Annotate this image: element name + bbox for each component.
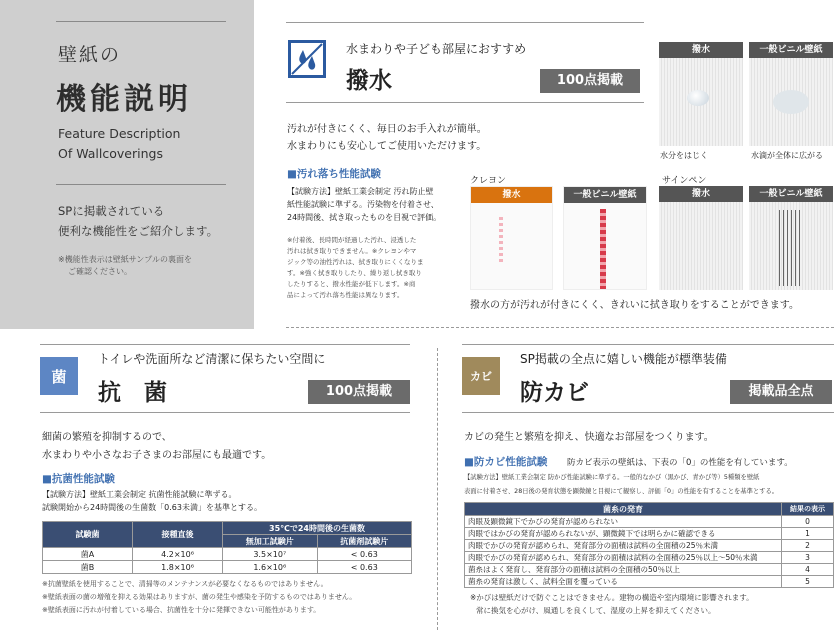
table-cell: 肉眼でかびの発育が認められ、発育部分の面積は試料の全面積の25％以上～50％未満 <box>465 552 782 564</box>
water-conclusion: 撥水の方が汚れが付きにくく、きれいに拭き取りをすることができます。 <box>470 300 799 311</box>
antibac-note: ※抗菌壁紙を使用することで、清掃等のメンテナンスが必要なくなるものではありません。 <box>42 580 328 588</box>
col-header: 無加工試験片 <box>223 535 318 548</box>
table-cell: 4 <box>782 564 834 576</box>
table-cell: 肉眼でかびの発育が認められ、発育部分の面積は試料の全面積の25％未満 <box>465 540 782 552</box>
photo-tag: 一般ビニル壁紙 <box>749 42 833 58</box>
mold-method-line1: 【試験方法】壁紙工業会制定 防かび性能試験に準ずる。一般的なかび（黒かび、青かび等）5種類を壁紙 <box>464 474 760 481</box>
divider <box>40 412 410 413</box>
photo-tag: 撥水 <box>471 187 552 203</box>
note-line: したりすると、撥水性能が低下します。※商 <box>287 280 416 288</box>
table-cell: 3.5×10⁷ <box>223 548 318 561</box>
crayon-water-photo <box>470 186 553 290</box>
stain-test-notes <box>287 235 457 301</box>
antibac-method-line1: 【試験方法】壁紙工業会制定 抗菌性能試験に準ずる。 <box>42 490 237 499</box>
antibac-body-line1: 細菌の繁殖を抑制するので、 <box>42 432 172 443</box>
divider <box>56 21 226 22</box>
note-line: 品によって汚れ落ち性能は異なります。 <box>287 291 404 299</box>
table-row <box>465 564 834 576</box>
stain-test-method <box>287 185 457 224</box>
mold-body: カビの発生と繁殖を抑え、快適なお部屋をつくります。 <box>464 432 714 443</box>
table-cell: 2 <box>782 540 834 552</box>
mold-note-line2: 常に換気を心がけ、風通しを良くして、湿度の上昇を抑えてください。 <box>476 606 716 615</box>
divider <box>462 344 834 345</box>
pen-marks <box>779 210 803 286</box>
col-header: 菌糸の発育 <box>465 503 782 516</box>
divider <box>286 22 644 23</box>
col-header: 接種直後 <box>133 522 223 548</box>
intro-panel <box>0 0 254 329</box>
antibac-note: ※壁紙表面に汚れが付着している場合、抗菌性を十分に発揮できない可能性があります。 <box>42 606 321 614</box>
column-separator <box>437 348 438 630</box>
water-body-line2: 水まわりにも安心してご使用いただけます。 <box>287 141 487 152</box>
water-count-badge: 100点掲載 <box>540 69 640 93</box>
section-separator <box>286 327 834 328</box>
table-cell: < 0.63 <box>317 561 412 574</box>
antibac-method-line2: 試験開始から24時間後の生菌数「0.63未満」を基準とする。 <box>42 503 262 512</box>
mold-icon <box>462 357 500 395</box>
photo-tag: 一般ビニル壁紙 <box>564 187 646 203</box>
col-header: 35℃で24時間後の生菌数 <box>223 522 412 535</box>
table-cell: 菌A <box>43 548 133 561</box>
col-header: 試験菌 <box>43 522 133 548</box>
antibac-table <box>42 521 412 574</box>
table-cell: 肉眼及顕微鏡下でかびの発育が認められない <box>465 516 782 528</box>
water-repellent-photo <box>659 42 743 146</box>
table-row <box>465 552 834 564</box>
col-header: 結果の表示 <box>782 503 834 516</box>
table-row <box>465 576 834 588</box>
table-cell: 1.6×10⁶ <box>223 561 318 574</box>
table-cell: 3 <box>782 552 834 564</box>
antibac-subtitle: トイレや洗面所など清潔に保ちたい空間に <box>98 352 326 366</box>
antibac-body-line2: 水まわりや小さなお子さまのお部屋にも最適です。 <box>42 450 272 461</box>
table-row <box>43 548 412 561</box>
signpen-vinyl-photo <box>749 186 833 290</box>
divider <box>56 184 226 185</box>
antibac-title: 抗 菌 <box>98 380 167 406</box>
table-cell: 菌糸はよく発育し、発育部分の面積は試料の全面積の50％以上 <box>465 564 782 576</box>
mold-title: 防カビ <box>520 380 589 406</box>
mold-icon-glyph: カビ <box>470 370 492 383</box>
water-droplet <box>687 90 709 106</box>
photo-caption: 水分をはじく <box>660 151 708 160</box>
water-subtitle: 水まわりや子ども部屋におすすめ <box>346 42 527 56</box>
intro-english-line1: Feature Description <box>58 126 181 141</box>
antibac-count-badge: 100点掲載 <box>308 380 410 404</box>
mold-method-line2: 表面に付着させ、28日後の発育状態を顕微鏡と目視にて観察し、評価「0」の性能を有することを基準とする。 <box>464 488 779 495</box>
intro-title-line1: 壁紙の <box>58 44 122 66</box>
antibacterial-icon-glyph: 菌 <box>51 367 67 386</box>
mold-subtitle: SP掲載の全点に嬉しい機能が標準装備 <box>520 352 727 366</box>
mold-test-label: ■防カビ性能試験 <box>464 456 548 468</box>
mold-table <box>464 502 834 588</box>
table-cell: 5 <box>782 576 834 588</box>
stain-test-label: ■汚れ落ち性能試験 <box>287 168 381 180</box>
method-line: 【試験方法】壁紙工業会制定 汚れ防止壁 <box>287 187 434 196</box>
table-row <box>465 528 834 540</box>
table-cell: 0 <box>782 516 834 528</box>
mold-test-desc: 防カビ表示の壁紙は、下表の「0」の性能を有しています。 <box>567 458 793 468</box>
divider <box>40 344 410 345</box>
intro-english-line2: Of Wallcoverings <box>58 146 163 161</box>
water-spread <box>773 90 809 114</box>
divider <box>462 412 834 413</box>
col-header: 抗菌剤試験片 <box>317 535 412 548</box>
intro-description-line1: SPに掲載されている <box>58 204 165 218</box>
table-row <box>43 561 412 574</box>
table-row <box>465 540 834 552</box>
table-cell: 1.8×10⁶ <box>133 561 223 574</box>
note-line: ※付着後、長時間が経過した汚れ、浸透した <box>287 236 417 244</box>
signpen-label: サインペン <box>662 176 707 186</box>
table-cell: < 0.63 <box>317 548 412 561</box>
photo-tag: 撥水 <box>659 186 743 202</box>
note-line: 汚れは拭き取りできません。※クレヨンやマ <box>287 247 417 255</box>
mold-note-line1: ※かびは壁紙だけで防ぐことはできません。建物の構造や室内環境に影響されます。 <box>470 593 754 602</box>
photo-tag: 一般ビニル壁紙 <box>749 186 833 202</box>
signpen-water-photo <box>659 186 743 290</box>
divider <box>286 102 644 103</box>
vinyl-photo <box>749 42 833 146</box>
intro-note-line1: ※機能性表示は壁紙サンプルの裏面を <box>58 255 192 264</box>
table-cell: 菌B <box>43 561 133 574</box>
antibacterial-icon <box>40 357 78 395</box>
mold-badge: 掲載品全点 <box>730 380 832 404</box>
table-cell: 1 <box>782 528 834 540</box>
photo-tag: 撥水 <box>659 42 743 58</box>
note-line: す。※強く拭き取りしたり、繰り返し拭き取り <box>287 269 422 277</box>
table-cell: 4.2×10⁶ <box>133 548 223 561</box>
water-drops-icon <box>288 40 326 78</box>
heavy-stain <box>600 209 606 289</box>
intro-note-line2: ご確認ください。 <box>68 267 132 276</box>
intro-title: 機能説明 <box>56 82 192 117</box>
table-cell: 菌糸の発育は激しく、試料全面を覆っている <box>465 576 782 588</box>
note-line: ジック等の油性汚れは、拭き取りにくくなりま <box>287 258 424 266</box>
table-cell: 肉眼ではかびの発育が認められないが、顕微鏡下では明らかに確認できる <box>465 528 782 540</box>
water-title: 撥水 <box>346 68 392 94</box>
table-row <box>465 516 834 528</box>
antibac-test-label: ■抗菌性能試験 <box>42 473 115 485</box>
faint-stain <box>499 217 503 263</box>
photo-caption: 水滴が全体に広がる <box>751 151 823 160</box>
water-body-line1: 汚れが付きにくく、毎日のお手入れが簡単。 <box>287 124 487 135</box>
crayon-vinyl-photo <box>563 186 647 290</box>
method-line: 24時間後、拭き取ったものを目視で評価。 <box>287 213 442 222</box>
method-line: 紙性能試験に準ずる。汚染物を付着させ、 <box>287 200 439 209</box>
intro-description-line2: 便利な機能性をご紹介します。 <box>58 224 219 238</box>
crayon-label: クレヨン <box>470 176 507 186</box>
antibac-note: ※壁紙表面の菌の増殖を抑える効果はありますが、菌の発生や感染を予防するものではありません。 <box>42 593 357 601</box>
